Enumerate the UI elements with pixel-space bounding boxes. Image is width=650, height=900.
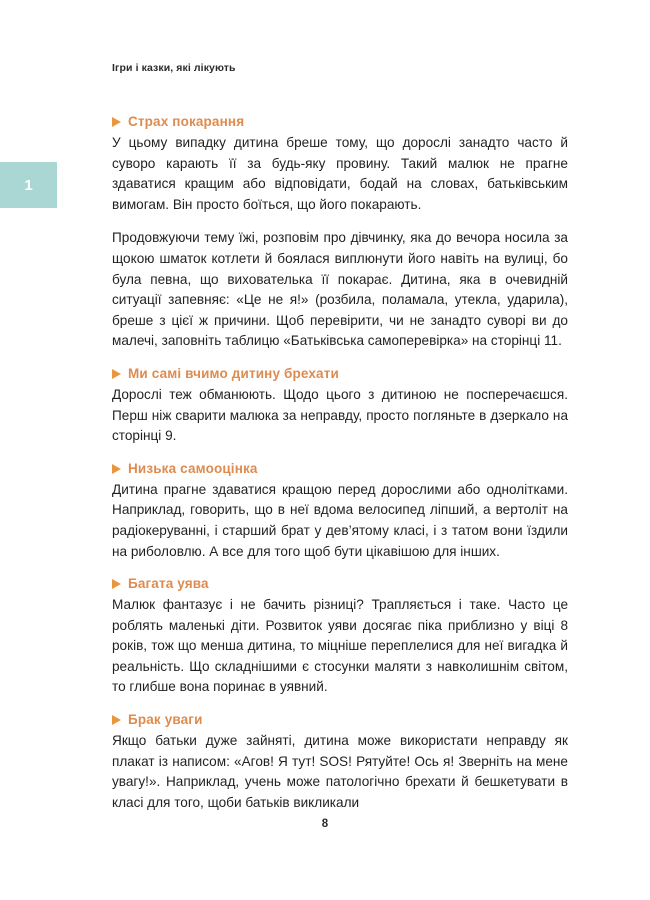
section-heading-label: Брак уваги (128, 712, 203, 728)
triangle-right-icon (112, 369, 121, 379)
section-heading (112, 712, 568, 727)
triangle-right-icon (112, 579, 121, 589)
paragraph: У цьому випадку дитина бреше тому, що дорослі занадто часто й суворо карають її за будь-яку провину. Такий малюк не прагне здаватися кращим або відповідати, бодай на словах, батьківським вимогам. Він просто боїться, що його покарають. (112, 135, 568, 212)
section-heading-label: Ми самі вчимо дитину брехати (128, 365, 339, 381)
section-strah-pokarannya (112, 114, 568, 352)
section-bahata-uyava (112, 576, 568, 698)
section-heading-label: Низька самооцінка (128, 460, 258, 476)
section-brak-uvahy (112, 712, 568, 813)
paragraph: Дитина прагне здаватися кращою перед дорослими або однолітками. Наприклад, говорить, що в неї вдома велосипед ліпший, а вертоліт на радіокеруванні, і старший брат у дев’ятому класі, і з татом вони їздили на риболовлю. А все для того щоб бути цікавішою для інших. (112, 481, 568, 559)
paragraph: Продовжуючи тему їжі, розповім про дівчинку, яка до вечора носила за щокою шматок котлети й боялася виплюнути його навіть на вулиці, бо була певна, що вихователька її покарає. Дитина, яка в очевидній ситуації запевняє: «Це не я!» (розбила, поламала, утекла, ударила), бреше з цієї ж причини. Щоб перевірити, чи не занадто суворі ви до малечі, заповніть таблицю «Батьківська самоперевірка» на сторінці 11. (112, 230, 568, 349)
section-my-sami-vchymo (112, 366, 568, 447)
section-heading (112, 461, 568, 476)
triangle-right-icon (112, 464, 121, 474)
paragraph: Дорослі теж обманюють. Щодо цього з дитиною не посперечаєшся. Перш ніж сварити малюка за неправду, просто погляньте в дзеркало на сторінці 9. (112, 386, 568, 444)
text-column (112, 114, 568, 813)
section-heading-label: Багата уява (128, 576, 209, 592)
triangle-right-icon (112, 117, 121, 127)
section-heading (112, 576, 568, 591)
chapter-tab-number: 1 (24, 176, 33, 194)
page-number: 8 (321, 818, 329, 830)
section-heading (112, 366, 568, 381)
triangle-right-icon (112, 715, 121, 725)
paragraph: Якщо батьки дуже зайняті, дитина може використати неправду як плакат із написом: «Агов! Я тут! SOS! Рятуйте! Ось я! Зверніть на мене увагу!». Наприклад, учень може патологічно брехати й бешкетувати в класі для того, щоби батьків викликали (112, 733, 568, 810)
chapter-tab (0, 162, 57, 208)
section-heading (112, 114, 568, 129)
running-head: Ігри і казки, які лікують (112, 62, 236, 74)
section-nyzka-samootsinka (112, 461, 568, 562)
section-heading-label: Страх покарання (128, 114, 245, 129)
paragraph: Малюк фантазує і не бачить різниці? Трапляється і таке. Часто це роблять маленькі діти. Розвиток уяви досягає піка приблизно у віці 8 років, тож що менша дитина, то міцніше переплелися для неї вигадка й реальність. Що складнішими є стосунки маляти з навколишнім світом, то глибше вона поринає в уявний. (112, 597, 568, 695)
